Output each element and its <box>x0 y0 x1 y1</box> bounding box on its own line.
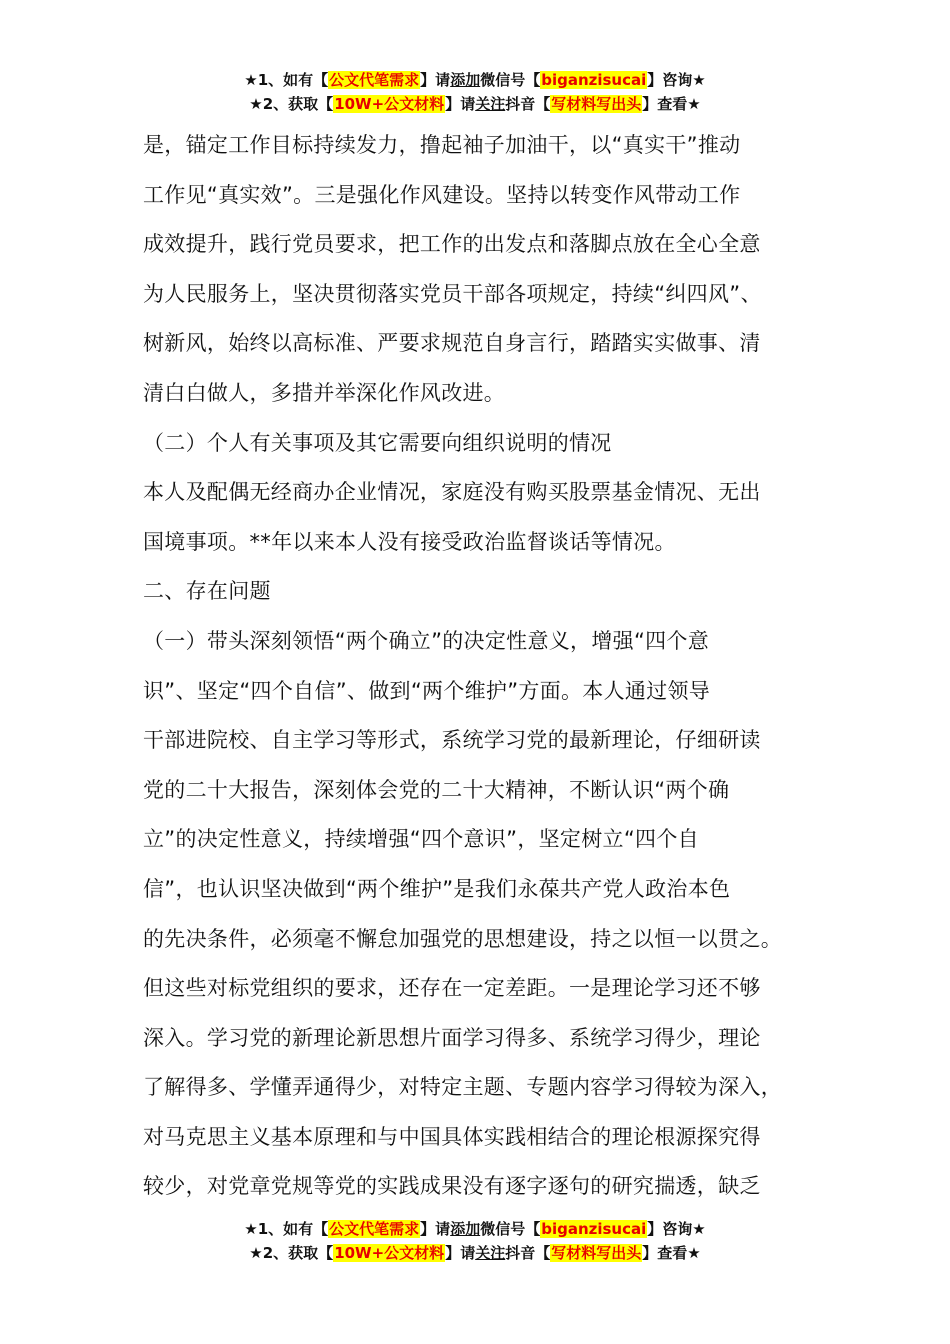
highlighted-service-label: 公文代笔需求 <box>329 71 420 89</box>
douyin-account: 写材料写出头 <box>551 1244 642 1262</box>
body-line: 的先决条件，必须毫不懈怠加强党的思想建设，持之以恒一以贯之。 <box>143 926 782 951</box>
body-line: （一）带头深刻领悟“两个确立”的决定性意义，增强“四个意 <box>143 628 710 653</box>
banner-text: 】请 <box>445 1244 476 1262</box>
header-banner-line-1 <box>0 68 950 92</box>
banner-text: 】查看★ <box>642 95 701 113</box>
banner-text: 】咨询★ <box>647 1220 706 1238</box>
banner-text: 】请 <box>445 95 476 113</box>
douyin-account: 写材料写出头 <box>551 95 642 113</box>
banner-text: ★2、获取【 <box>249 95 334 113</box>
highlighted-material-label: 10W+公文材料 <box>334 95 445 113</box>
banner-text: 】请 <box>420 71 451 89</box>
header-banner-line-2 <box>0 92 950 116</box>
footer-banner-line-2 <box>0 1241 950 1265</box>
body-line: 党的二十大报告，深刻体会党的二十大精神，不断认识“两个确 <box>143 777 730 802</box>
body-line: 为人民服务上，坚决贯彻落实党员干部各项规定，持续“纠四风”、 <box>143 281 762 306</box>
banner-text: ★1、如有【 <box>244 1220 329 1238</box>
document-body <box>143 121 833 1212</box>
underlined-text: 关注 <box>475 1244 506 1262</box>
body-line: 对马克思主义基本原理和与中国具体实践相结合的理论根源探究得 <box>143 1124 761 1149</box>
banner-text: ★2、获取【 <box>249 1244 334 1262</box>
body-line: 立”的决定性意义，持续增强“四个意识”，坚定树立“四个自 <box>143 827 699 852</box>
header-banner <box>0 68 950 116</box>
body-line: 国境事项。**年以来本人没有接受政治监督谈话等情况。 <box>143 529 676 554</box>
banner-text: 微信号【 <box>480 71 541 89</box>
banner-text: 抖音【 <box>505 95 551 113</box>
highlighted-material-label: 10W+公文材料 <box>334 1244 445 1262</box>
body-line: 清白白做人，多措并举深化作风改进。 <box>143 380 506 405</box>
body-line: 信”，也认识坚决做到“两个维护”是我们永葆共产党人政治本色 <box>143 876 731 901</box>
banner-text: 】请 <box>420 1220 451 1238</box>
footer-banner <box>0 1217 950 1265</box>
section-heading-existing-problems: 二、存在问题 <box>143 579 271 604</box>
highlighted-service-label: 公文代笔需求 <box>329 1220 420 1238</box>
body-line: 树新风，始终以高标准、严要求规范自身言行，踏踏实实做事、清 <box>143 331 761 356</box>
banner-text: 】咨询★ <box>647 71 706 89</box>
body-line: 工作见“真实效”。三是强化作风建设。坚持以转变作风带动工作 <box>143 182 741 207</box>
banner-text: 】查看★ <box>642 1244 701 1262</box>
banner-text: 抖音【 <box>505 1244 551 1262</box>
body-line: 深入。学习党的新理论新思想片面学习得多、系统学习得少，理论 <box>143 1025 761 1050</box>
banner-text: 微信号【 <box>480 1220 541 1238</box>
body-line: 识”、坚定“四个自信”、做到“两个维护”方面。本人通过领导 <box>143 678 711 703</box>
wechat-id: biganzisucai <box>541 1220 647 1238</box>
body-line: 较少，对党章党规等党的实践成果没有逐字逐句的研究揣透，缺乏 <box>143 1174 761 1199</box>
underlined-text: 添加 <box>450 71 481 89</box>
underlined-text: 添加 <box>450 1220 481 1238</box>
body-line: 是，锚定工作目标持续发力，撸起袖子加油干，以“真实干”推动 <box>143 133 741 157</box>
footer-banner-line-1 <box>0 1217 950 1241</box>
banner-text: ★1、如有【 <box>244 71 329 89</box>
body-line: 但这些对标党组织的要求，还存在一定差距。一是理论学习还不够 <box>143 976 761 1001</box>
body-line: 本人及配偶无经商办企业情况，家庭没有购买股票基金情况、无出 <box>143 480 761 505</box>
body-line: 成效提升，践行党员要求，把工作的出发点和落脚点放在全心全意 <box>143 232 761 257</box>
underlined-text: 关注 <box>475 95 506 113</box>
section-heading-personal-matters: （二）个人有关事项及其它需要向组织说明的情况 <box>143 430 612 455</box>
body-line: 了解得多、学懂弄通得少，对特定主题、专题内容学习得较为深入， <box>143 1075 782 1100</box>
body-line: 干部进院校、自主学习等形式，系统学习党的最新理论，仔细研读 <box>143 728 761 753</box>
wechat-id: biganzisucai <box>541 71 647 89</box>
